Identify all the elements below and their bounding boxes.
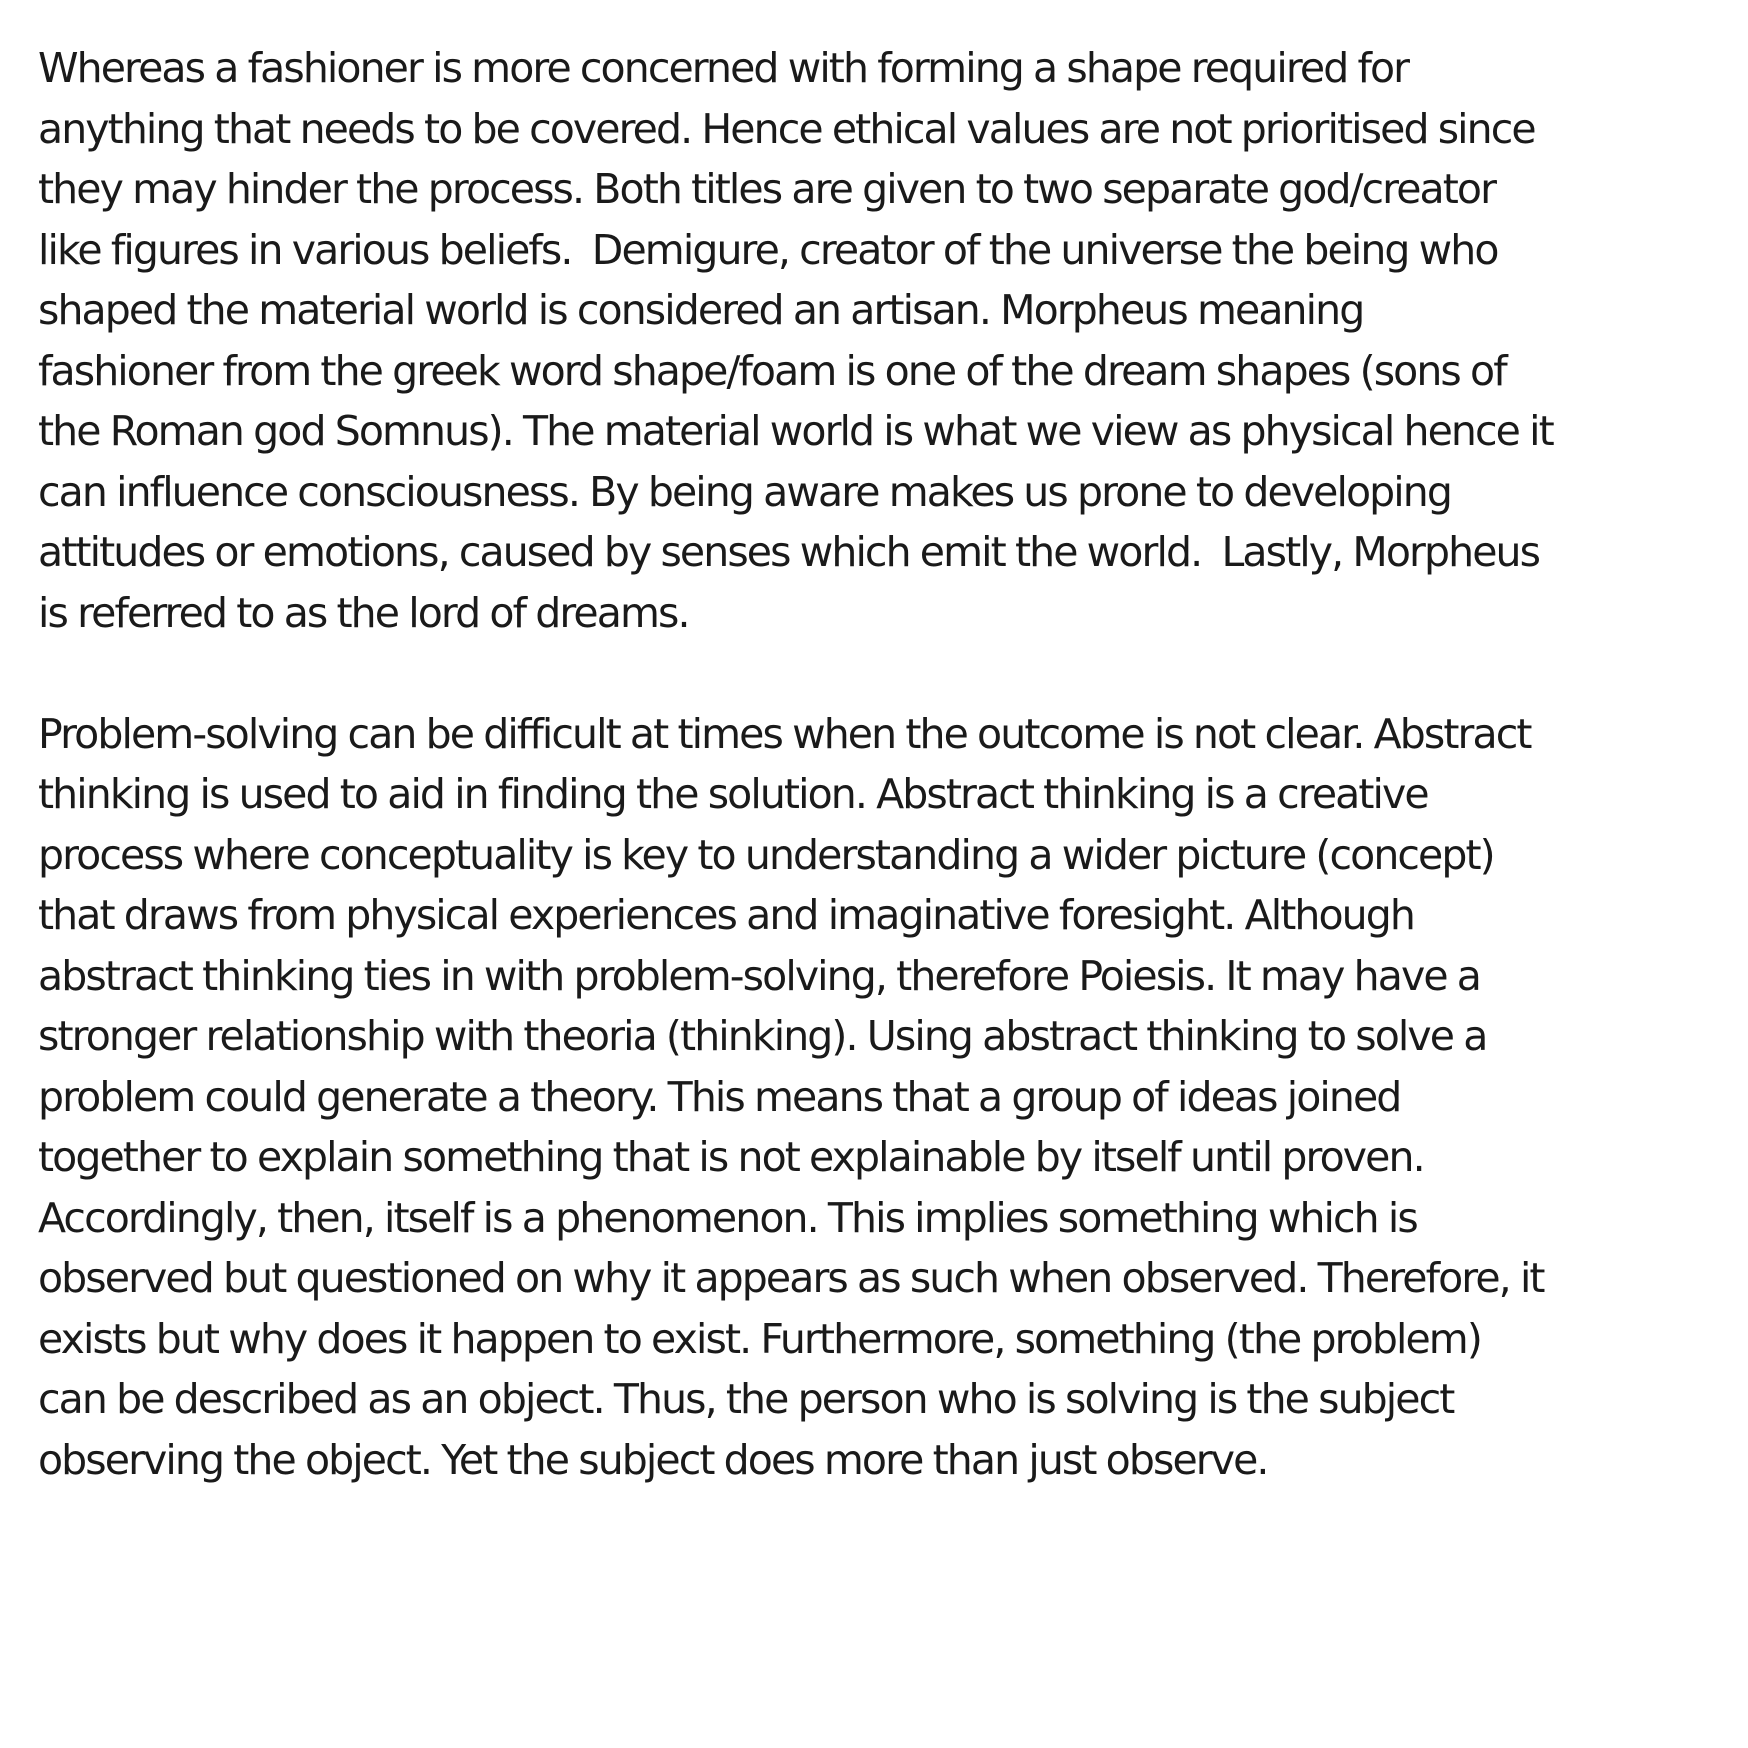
paragraph-spacer (38, 643, 1738, 704)
text-line: stronger relationship with theoria (thinking). Using abstract thinking to solve a (38, 1012, 1487, 1060)
text-line: that draws from physical experiences and imaginative foresight. Although (38, 891, 1414, 939)
text-line: like figures in various beliefs. Demigure, creator of the universe the being who (38, 225, 1498, 274)
text-line: can influence consciousness. By being aware makes us prone to developing (38, 467, 1452, 516)
text-line: fashioner from the greek word shape/foam is one of the dream shapes (sons of (38, 346, 1506, 395)
text-line: the Roman god Somnus). The material world is what we view as physical hence it (38, 407, 1553, 455)
paragraph-fashioner (38, 38, 1738, 643)
text-line: problem could generate a theory. This means that a group of ideas joined (38, 1072, 1401, 1121)
text-line: they may hinder the process. Both titles are given to two separate god/creator (38, 165, 1496, 213)
text-document (38, 38, 1738, 1490)
text-line: together to explain something that is not explainable by itself until proven. (38, 1133, 1424, 1181)
text-line: attitudes or emotions, caused by senses which emit the world. Lastly, Morpheus (38, 528, 1540, 576)
text-line: observed but questioned on why it appears as such when observed. Therefore, it (38, 1254, 1544, 1302)
paragraph-problem-solving (38, 704, 1738, 1491)
text-line: Accordingly, then, itself is a phenomenon. This implies something which is (38, 1193, 1417, 1242)
text-line: can be described as an object. Thus, the person who is solving is the subject (38, 1375, 1454, 1423)
text-line: abstract thinking ties in with problem-solving, therefore Poiesis. It may have a (38, 951, 1481, 1000)
text-line: observing the object. Yet the subject does more than just observe. (38, 1435, 1268, 1484)
text-line: Whereas a fashioner is more concerned with forming a shape required for (38, 44, 1409, 92)
text-line: Problem-solving can be difficult at times when the outcome is not clear. Abstract (38, 709, 1531, 758)
text-line: anything that needs to be covered. Hence ethical values are not prioritised since (38, 104, 1535, 153)
text-line: shaped the material world is considered an artisan. Morpheus meaning (38, 286, 1364, 334)
text-line: exists but why does it happen to exist. Furthermore, something (the problem) (38, 1314, 1481, 1363)
text-line: is referred to as the lord of dreams. (38, 588, 689, 637)
text-line: thinking is used to aid in finding the solution. Abstract thinking is a creative (38, 770, 1428, 818)
text-line: process where conceptuality is key to understanding a wider picture (concept) (38, 830, 1494, 879)
